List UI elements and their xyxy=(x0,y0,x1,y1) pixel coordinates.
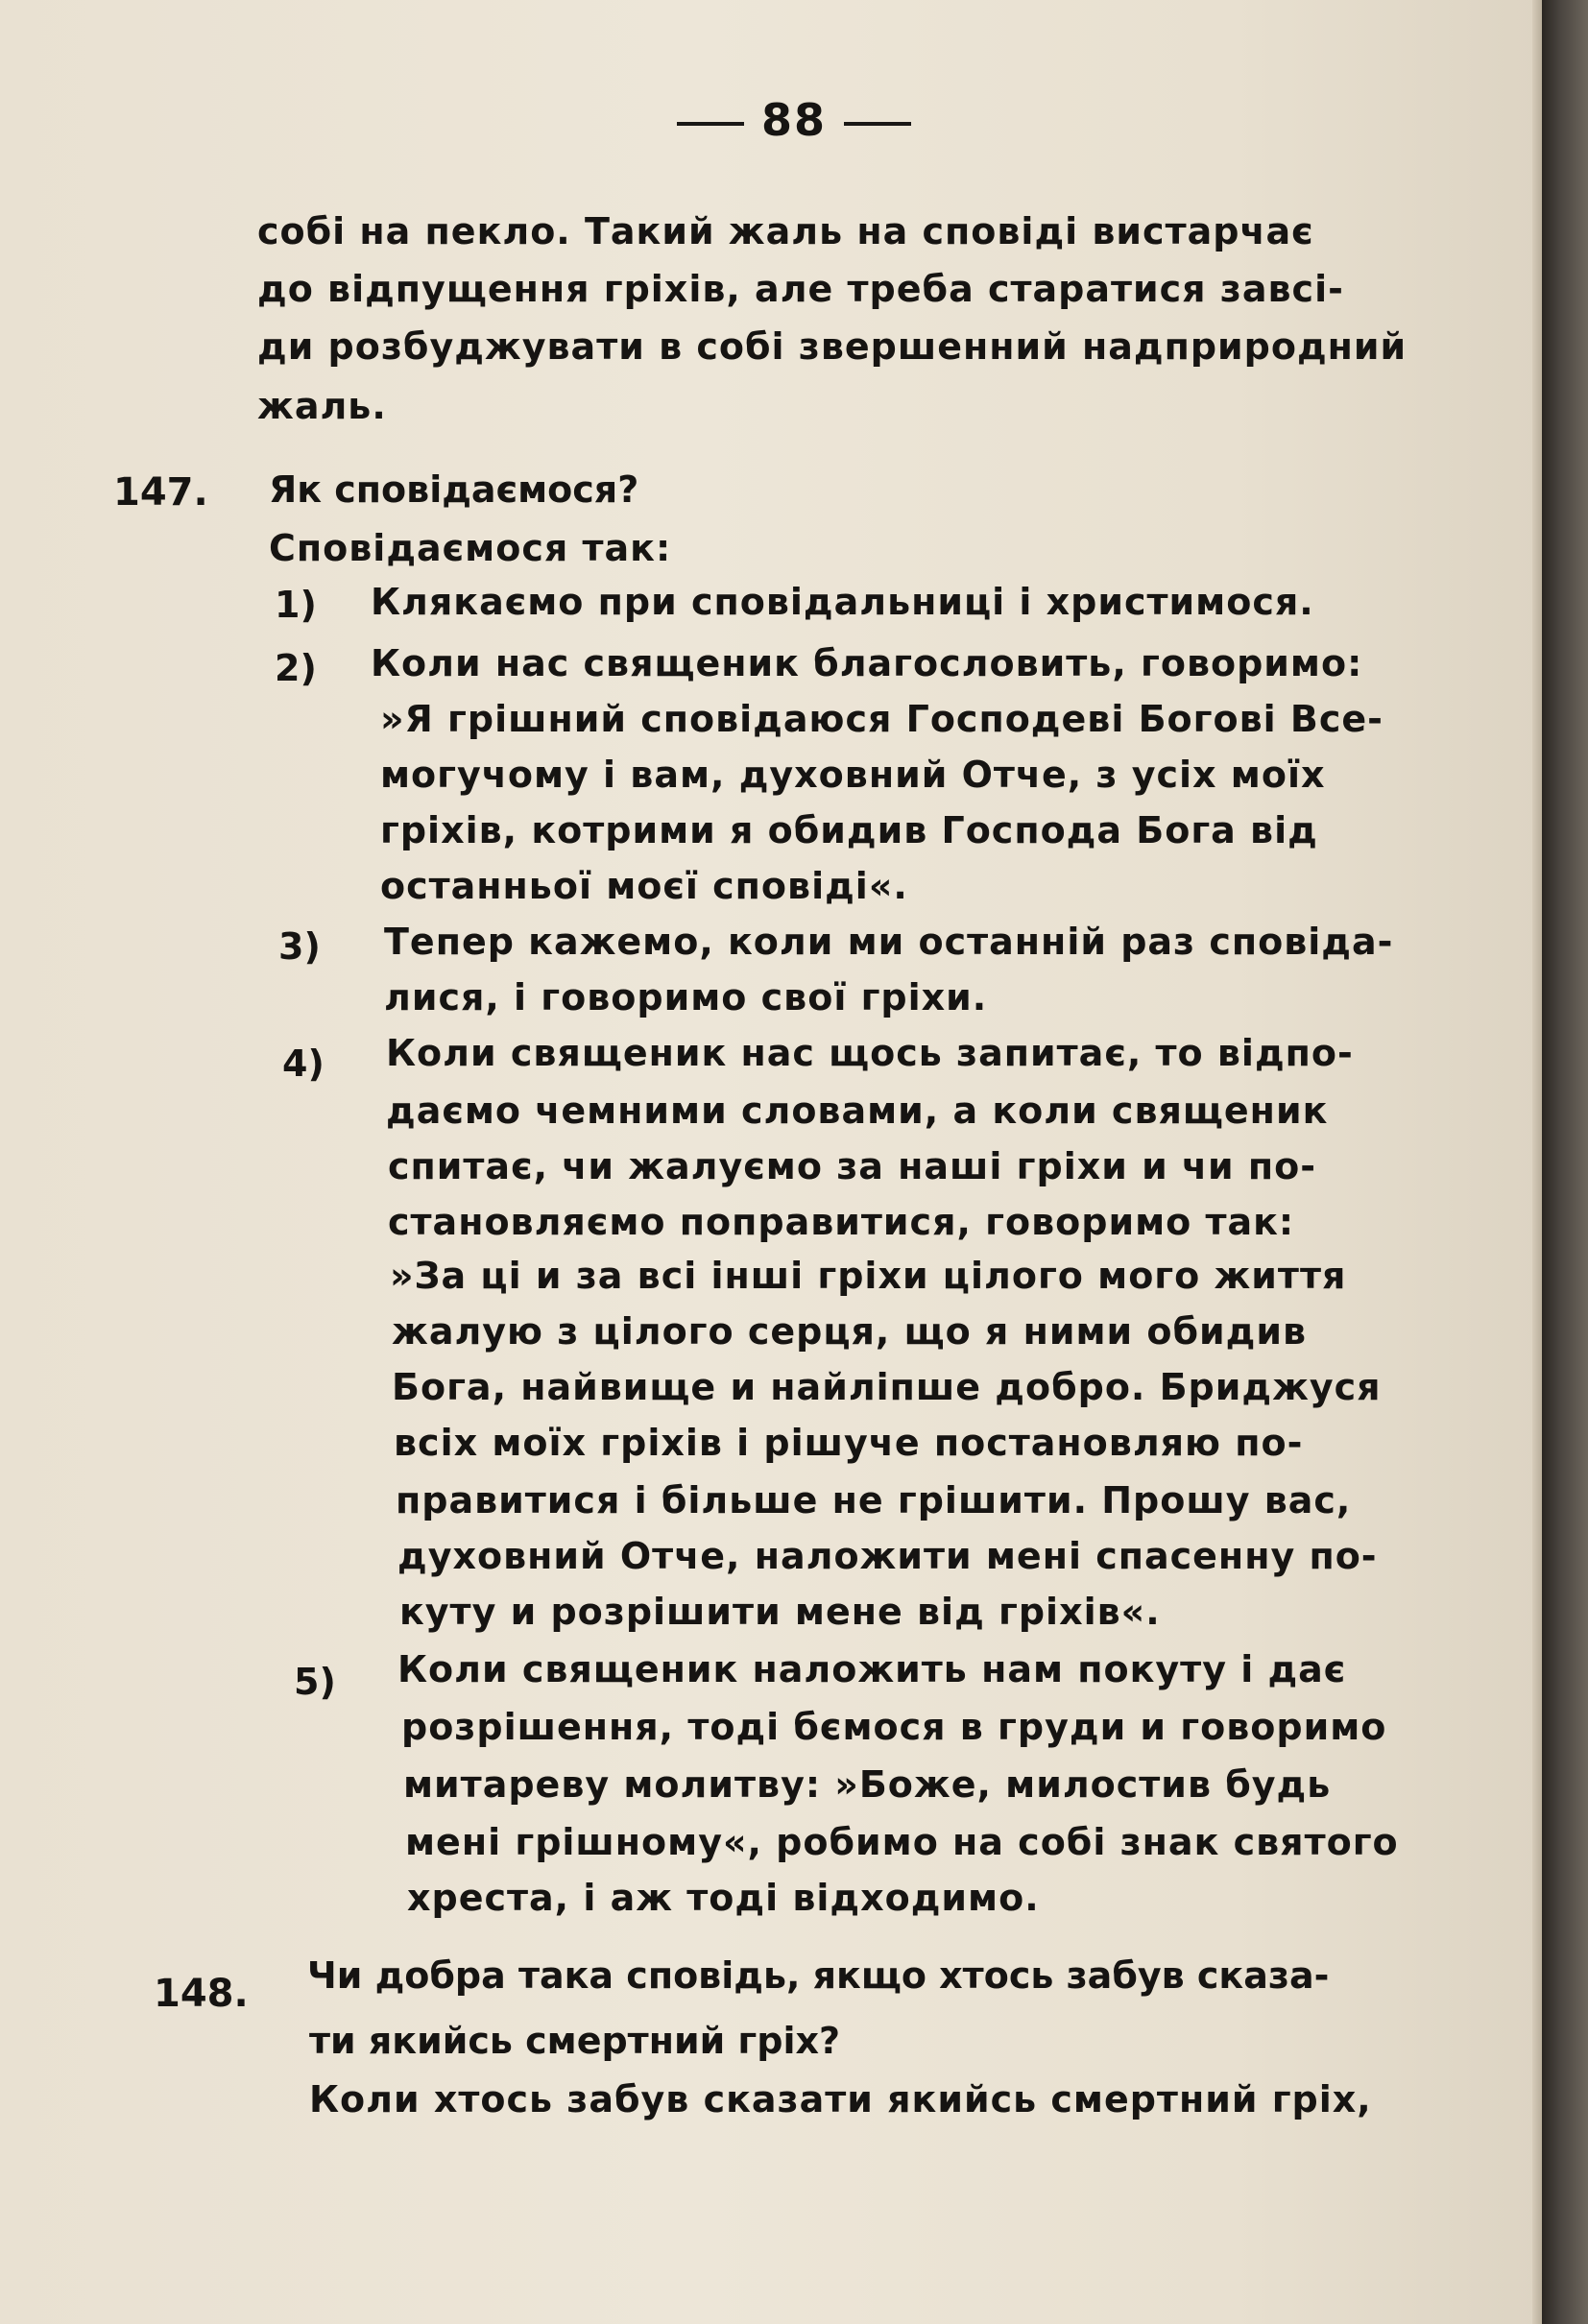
list-item-line: становляємо поправитися, говоримо так: xyxy=(388,1201,1295,1243)
list-item-line: митареву молитву: »Боже, милостив будь xyxy=(403,1763,1332,1806)
list-item-number: 5) xyxy=(294,1661,336,1703)
question-title-line: ти якийсь смертний гріх? xyxy=(309,2020,841,2062)
list-item-line: Коли священик наложить нам покуту і дає xyxy=(397,1648,1347,1690)
question-title-line: Чи добра така сповідь, якщо хтось забув сказа- xyxy=(307,1954,1330,1997)
list-item-number: 3) xyxy=(278,925,321,968)
list-item-line: жалую з цілого серця, що я ними обидив xyxy=(392,1310,1307,1353)
list-item-number: 1) xyxy=(275,584,317,626)
list-item-line: Коли священик нас щось запитає, то відпо- xyxy=(386,1032,1354,1074)
intro-line: собі на пекло. Такий жаль на сповіді вистарчає xyxy=(257,210,1314,252)
list-item-line: Коли нас священик благословить, говоримо: xyxy=(371,642,1363,684)
list-item-line: Тепер кажемо, коли ми останній раз сповіда- xyxy=(384,921,1394,963)
list-item-line: хреста, і аж тоді відходимо. xyxy=(407,1877,1040,1919)
question-number: 147. xyxy=(113,470,208,515)
list-item-line: Клякаємо при сповідальниці і христимося. xyxy=(371,581,1314,623)
intro-line: до відпущення гріхів, але треба старатися завсі- xyxy=(257,268,1344,310)
page-number-value: 88 xyxy=(760,94,827,146)
dash-right xyxy=(844,122,911,126)
list-item-line: останньої моєї сповіді«. xyxy=(380,865,908,907)
list-item-line: спитає, чи жалуємо за наші гріхи и чи по- xyxy=(388,1145,1317,1187)
list-item-number: 4) xyxy=(282,1042,325,1085)
intro-line: жаль. xyxy=(257,385,387,427)
question-number: 148. xyxy=(154,1972,249,2016)
list-item-line: могучому і вам, духовний Отче, з усіх моїх xyxy=(380,754,1326,796)
page-number xyxy=(0,94,1588,146)
list-item-number: 2) xyxy=(275,647,317,689)
list-item-line: даємо чемними словами, а коли священик xyxy=(386,1090,1329,1132)
list-item-line: »Я грішний сповідаюся Господеві Богові Все- xyxy=(380,698,1383,740)
list-item-line: розрішення, тоді бємося в груди и говоримо xyxy=(401,1706,1387,1748)
list-item-line: гріхів, котрими я обидив Господа Бога від xyxy=(380,809,1318,851)
list-item-line: Бога, найвище и найліпше добро. Бриджуся xyxy=(392,1366,1382,1408)
list-item-line: всіх моїх гріхів і рішуче постановляю по- xyxy=(394,1422,1304,1464)
list-item-line: лися, і говоримо свої гріхи. xyxy=(384,976,988,1018)
list-item-line: »За ці и за всі інші гріхи цілого мого життя xyxy=(390,1255,1347,1297)
list-item-line: духовний Отче, наложити мені спасенну по- xyxy=(397,1535,1378,1577)
list-item-line: куту и розрішити мене від гріхів«. xyxy=(399,1591,1161,1633)
question-title: Як сповідаємося? xyxy=(269,468,639,511)
book-spine xyxy=(1542,0,1588,2324)
list-item-line: мені грішному«, робимо на собі знак святого xyxy=(405,1821,1399,1863)
dash-left xyxy=(677,122,744,126)
answer-line: Коли хтось забув сказати якийсь смертний гріх, xyxy=(309,2078,1372,2120)
list-item-line: правитися і більше не грішити. Прошу вас, xyxy=(396,1479,1352,1521)
page-edge xyxy=(1532,0,1542,2324)
answer-lead: Сповідаємося так: xyxy=(269,527,672,569)
intro-line: ди розбуджувати в собі звершенний надприродний xyxy=(257,325,1408,368)
